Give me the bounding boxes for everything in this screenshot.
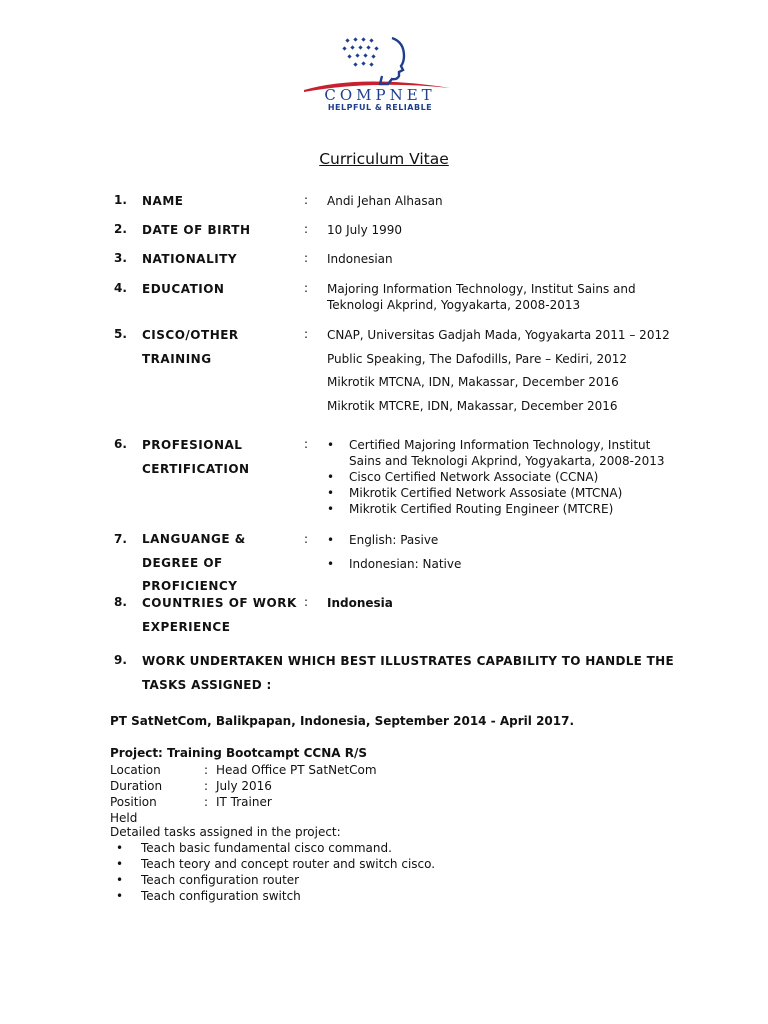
logo-name: COMPNET	[324, 86, 436, 104]
task-item: • Teach configuration router	[116, 872, 435, 888]
row-number: 7.	[114, 532, 127, 546]
row-colon: :	[304, 327, 309, 341]
row-label: DATE OF BIRTH	[142, 223, 251, 237]
row-label: LANGUANGE & DEGREE OF PROFICIENCY	[142, 532, 246, 593]
row-number: 6.	[114, 437, 127, 451]
row-number: 9.	[114, 653, 127, 667]
detail-key: Duration	[110, 779, 163, 793]
language-list	[327, 532, 677, 572]
row-colon: :	[304, 595, 309, 609]
certification-item: • Mikrotik Certified Network Assosiate (MTCNA)	[327, 485, 677, 501]
row-number: 3.	[114, 251, 127, 265]
cv-page: COMPNET HELPFUL & RELIABLE Curriculum Vitae 1. NAME : Andi Jehan Alhasan 2. DATE OF BIRTH : 10 July 1990 3. NATIONALITY : Indonesian 4. EDUCATION : Majoring Information Technology, Institut Sains and Teknologi Akprind, Yogyakarta, 2008-2013 5. CISCO/OTHER TRAINING : CNAP, Universitas Gadjah Mada, Yogyakarta 2011 – 2012 Public Speaking, The Dafodills, Pare – Kediri, 2012 Mikrotik MTCNA, IDN, Makassar, December 2016 Mikrotik MTCRE, IDN, Makassar, December 2016 6. PROFESIONAL CERTIFICATION : • Certified Majoring Information Technology, Institut Sains and Teknologi Akprind, Yogyakarta, 2008-2013 • Cisco Certified Network Associate (CCNA) • Mikrotik Certified Network Assosiate (MTCNA) • Mikrotik Certified Routing Engineer (MTCRE) 7. LANGUANGE & DEGREE OF PROFICIENCY : • English: Pasive • Indonesian: Native 8. COUNTRIES OF WORK EXPERIENCE : Indonesia 9. WORK UNDERTAKEN WHICH BEST ILLUSTRATES CAPABILITY TO HANDLE THE TASKS ASSIGNED : PT SatNetCom, Balikpapan, Indonesia, September 2014 - April 2017. Project: Training Bootcampt CCNA R/S Location : Head Office PT SatNetCom Duration : July 2016 Position Held : IT Trainer Detailed tasks assigned in the project: • Teach basic fundamental cisco command. • Teach teory and concept router and switch cisco. • Teach configuration router • Teach configuration switch	[0, 0, 768, 1024]
training-item: Mikrotik MTCNA, IDN, Makassar, December 2016	[327, 375, 619, 389]
row-number: 5.	[114, 327, 127, 341]
company-heading: PT SatNetCom, Balikpapan, Indonesia, September 2014 - April 2017.	[110, 714, 575, 728]
language-item: • Indonesian: Native	[327, 556, 677, 572]
task-item: • Teach configuration switch	[116, 888, 435, 904]
document-title: Curriculum Vitae	[319, 150, 449, 168]
certification-list	[327, 437, 677, 517]
row-value: Indonesia	[327, 596, 393, 610]
certification-item: • Certified Majoring Information Technology, Institut Sains and Teknologi Akprind, Yogyakarta, 2008-2013	[327, 437, 677, 469]
row-label: PROFESIONAL CERTIFICATION	[142, 438, 250, 476]
certification-item: • Mikrotik Certified Routing Engineer (MTCRE)	[327, 501, 677, 517]
row-label: WORK UNDERTAKEN WHICH BEST ILLUSTRATES CAPABILITY TO HANDLE THE TASKS ASSIGNED :	[142, 654, 674, 692]
tasks-heading: Detailed tasks assigned in the project:	[110, 825, 341, 839]
row-number: 1.	[114, 193, 127, 207]
detail-key: Location	[110, 763, 161, 777]
row-label: EDUCATION	[142, 282, 225, 296]
row-colon: :	[304, 437, 309, 451]
certification-item: • Cisco Certified Network Associate (CCNA)	[327, 469, 677, 485]
logo-tagline: HELPFUL & RELIABLE	[327, 103, 433, 112]
row-value: 10 July 1990	[327, 223, 403, 237]
detail-key: Position Held	[110, 795, 157, 825]
row-colon: :	[304, 193, 309, 207]
row-label: COUNTRIES OF WORK EXPERIENCE	[142, 596, 297, 634]
training-item: Mikrotik MTCRE, IDN, Makassar, December 2016	[327, 398, 618, 413]
row-value: Andi Jehan Alhasan	[327, 194, 443, 208]
row-value: Indonesian	[327, 252, 393, 266]
row-label: NATIONALITY	[142, 252, 238, 266]
task-item: • Teach basic fundamental cisco command.	[116, 840, 435, 856]
training-list	[327, 327, 687, 421]
tasks-list	[116, 840, 435, 904]
row-colon: :	[304, 281, 309, 295]
row-number: 2.	[114, 222, 127, 236]
row-number: 8.	[114, 595, 127, 609]
language-item: • English: Pasive	[327, 532, 677, 548]
row-colon: :	[304, 532, 309, 546]
task-item: • Teach teory and concept router and switch cisco.	[116, 856, 435, 872]
training-item: CNAP, Universitas Gadjah Mada, Yogyakarta 2011 – 2012	[327, 328, 670, 342]
company-logo	[300, 32, 460, 122]
row-colon: :	[304, 251, 309, 265]
row-label: NAME	[142, 194, 184, 208]
project-title: Project: Training Bootcampt CCNA R/S	[110, 746, 367, 760]
row-label: CISCO/OTHER TRAINING	[142, 328, 239, 366]
row-value: Majoring Information Technology, Institut Sains and Teknologi Akprind, Yogyakarta, 2008-2013	[327, 282, 636, 312]
training-item: Public Speaking, The Dafodills, Pare – Kediri, 2012	[327, 351, 627, 366]
detail-value: July 2016	[216, 779, 272, 793]
row-number: 4.	[114, 281, 127, 295]
detail-value: Head Office PT SatNetCom	[216, 763, 377, 777]
detail-value: IT Trainer	[216, 795, 272, 809]
row-colon: :	[304, 222, 309, 236]
